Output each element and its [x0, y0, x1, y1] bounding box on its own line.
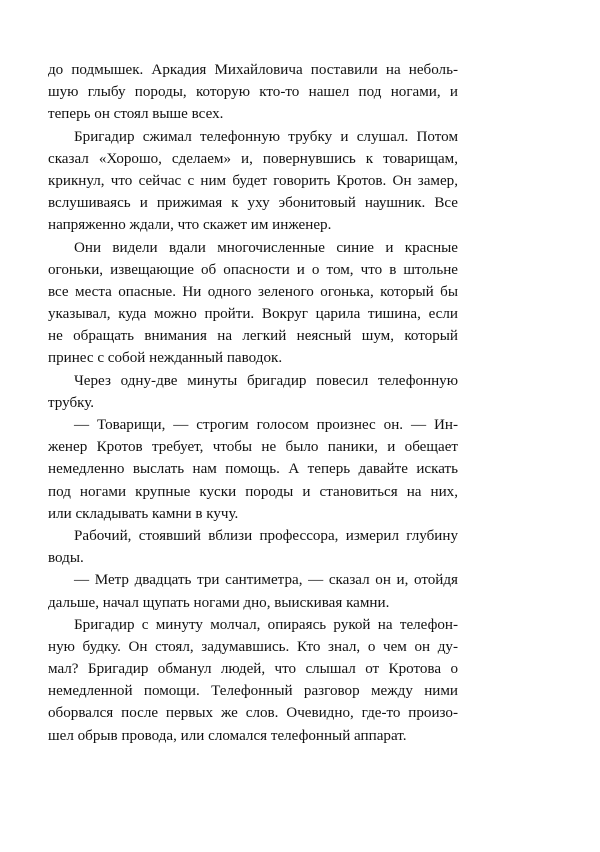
text-line: не обращать внимания на легкий неясный шум, который — [48, 328, 458, 345]
text-line: под ногами крупные куски породы и становиться на них, — [48, 483, 458, 500]
text-line: или складывать камни в кучу. — [48, 505, 239, 522]
text-line: Бригадир с минуту молчал, опираясь рукой на телефон- — [74, 616, 458, 633]
paragraph-4 — [48, 370, 458, 414]
text-line: Бригадир сжимал телефонную трубку и слушал. Потом — [74, 128, 458, 145]
text-line: указывал, куда можно пройти. Вокруг царила тишина, если — [48, 306, 458, 323]
text-line: — Метр двадцать три сантиметра, — сказал он и, отойдя — [74, 572, 458, 589]
text-line: крикнул, что сейчас с ним будет говорить Кротов. Он замер, — [48, 172, 458, 189]
text-line: женер Кротов требует, чтобы не было паники, и обещает — [48, 439, 458, 456]
text-line: трубку. — [48, 394, 95, 411]
text-line: шел обрыв провода, или сломался телефонный аппарат. — [48, 727, 407, 744]
text-line: воды. — [48, 550, 84, 567]
paragraph-6 — [48, 525, 458, 569]
paragraph-1 — [48, 59, 458, 126]
text-line: мал? Бригадир обманул людей, что слышал от Кротова о — [48, 661, 458, 678]
paragraph-2 — [48, 126, 458, 237]
text-line: Через одну-две минуты бригадир повесил телефонную — [74, 372, 458, 389]
text-line: немедленно выслать нам помощь. А теперь давайте искать — [48, 461, 458, 478]
text-line: вслушиваясь и прижимая к уху эбонитовый наушник. Все — [48, 195, 458, 212]
text-line: немедленной помощи. Телефонный разговор между ними — [48, 683, 458, 700]
paragraph-8 — [48, 614, 458, 747]
text-line: все места опасные. Ни одного зеленого огонька, который бы — [48, 283, 458, 300]
text-line: принес с собой нежданный паводок. — [48, 350, 283, 367]
text-line: напряженно ждали, что скажет им инженер. — [48, 217, 332, 234]
text-line: Они видели вдали многочисленные синие и красные — [74, 239, 458, 256]
text-line: оборвался после первых же слов. Очевидно, где-то произо- — [48, 705, 458, 722]
text-line: — Товарищи, — строгим голосом произнес он. — Ин- — [74, 417, 458, 433]
text-line: огоньки, извещающие об опасности и о том, что в штольне — [48, 261, 458, 278]
text-line: сказал «Хорошо, сделаем» и, повернувшись к товарищам, — [48, 150, 458, 167]
text-line: дальше, начал щупать ногами дно, выискивая камни. — [48, 594, 390, 611]
page-body — [48, 59, 458, 747]
paragraph-7 — [48, 569, 458, 613]
text-line: ную будку. Он стоял, задумавшись. Кто знал, о чем он ду- — [48, 638, 458, 655]
text-line: до подмышек. Аркадия Михайловича поставили на неболь- — [48, 62, 458, 78]
text-line: шую глыбу породы, которую кто-то нашел под ногами, и — [48, 84, 458, 101]
text-line: теперь он стоял выше всех. — [48, 106, 224, 123]
paragraph-5 — [48, 414, 458, 525]
paragraph-3 — [48, 237, 458, 370]
text-line: Рабочий, стоявший вблизи профессора, измерил глубину — [74, 527, 458, 544]
